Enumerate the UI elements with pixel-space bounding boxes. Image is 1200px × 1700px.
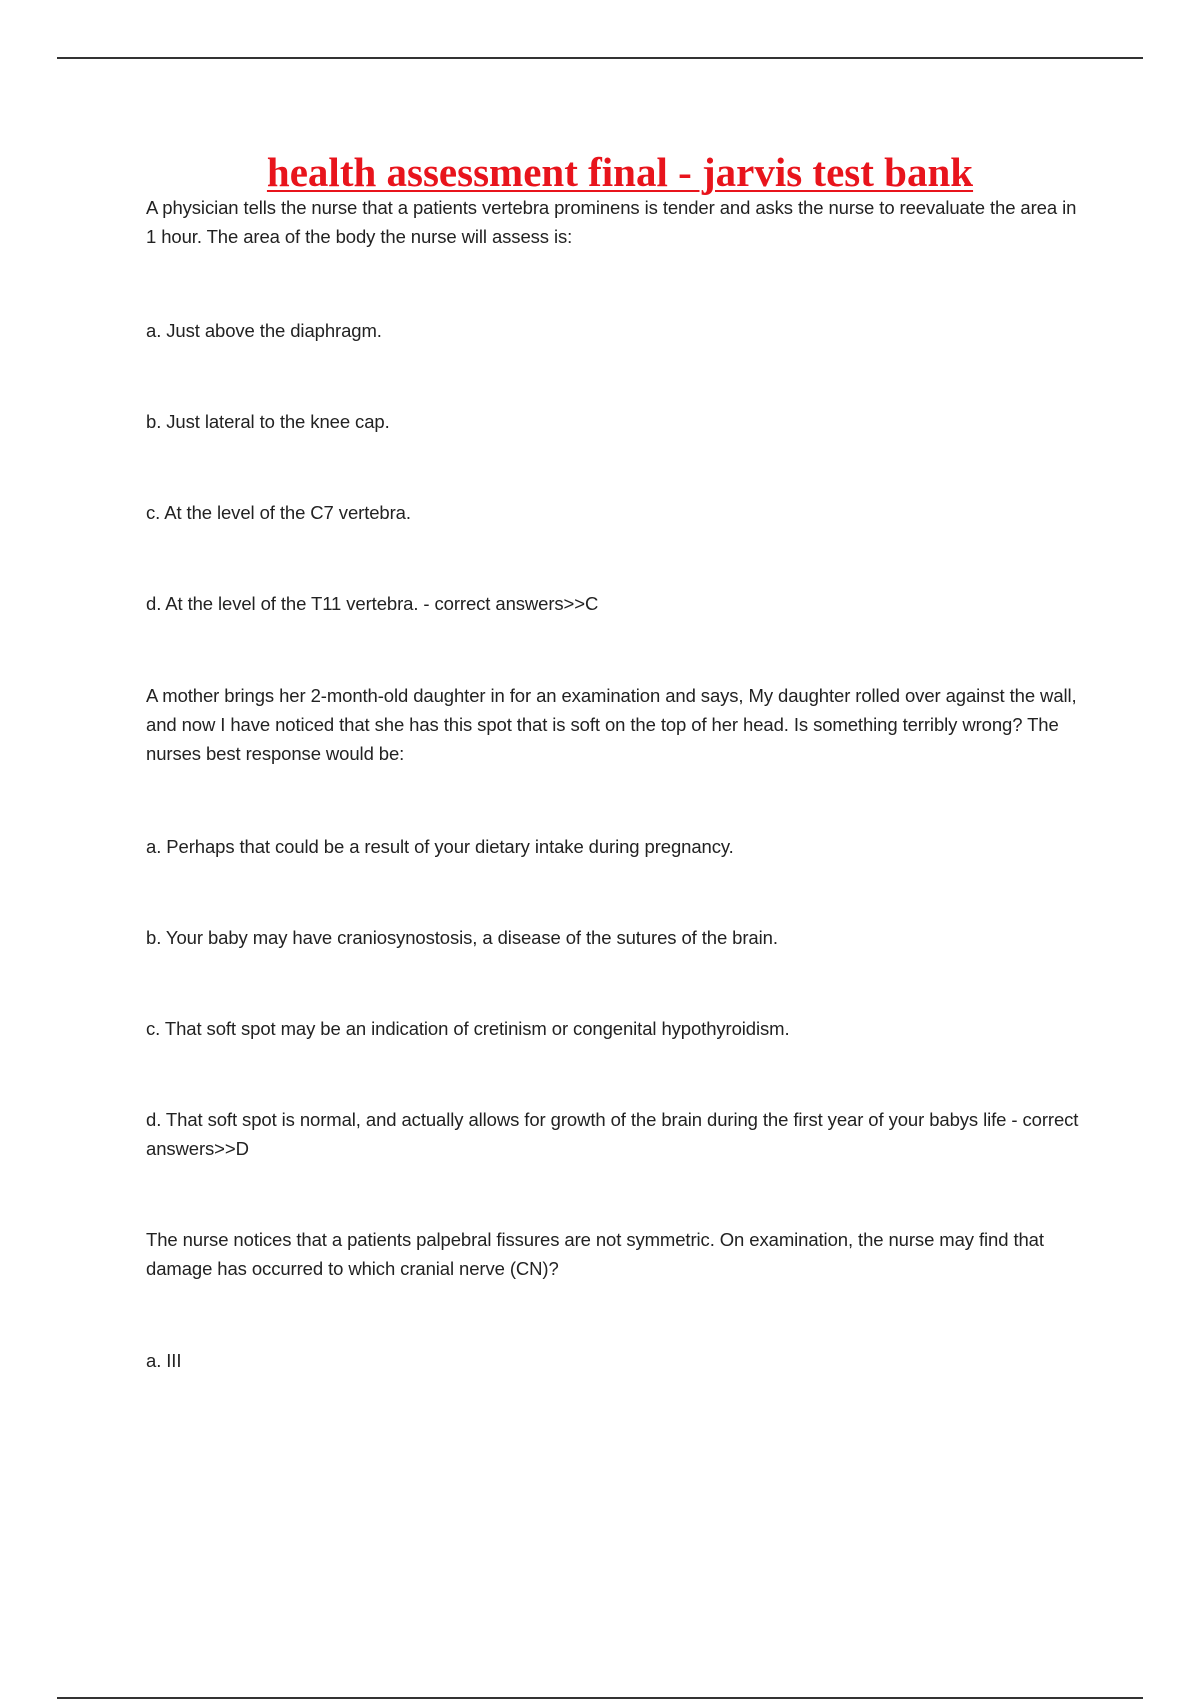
document-title: health assessment final - jarvis test bank	[266, 149, 974, 195]
question-1-stem: A physician tells the nurse that a patients vertebra prominens is tender and asks the nurse to reevaluate the area in 1 hour. The area of the body the nurse will assess is:	[146, 197, 1082, 247]
question-1-option-a: a. Just above the diaphragm.	[146, 320, 382, 341]
question-2-option-b: b. Your baby may have craniosynostosis, a disease of the sutures of the brain.	[146, 927, 778, 948]
question-1-option-c: c. At the level of the C7 vertebra.	[146, 502, 411, 523]
question-1-option-b: b. Just lateral to the knee cap.	[146, 411, 390, 432]
question-1-option-d: d. At the level of the T11 vertebra. - correct answers>>C	[146, 593, 599, 614]
question-3-stem: The nurse notices that a patients palpebral fissures are not symmetric. On examination, the nurse may find that damage has occurred to which cranial nerve (CN)?	[146, 1229, 1049, 1279]
question-2-option-c: c. That soft spot may be an indication of cretinism or congenital hypothyroidism.	[146, 1018, 790, 1039]
bottom-divider	[57, 1697, 1143, 1699]
question-2-stem: A mother brings her 2-month-old daughter in for an examination and says, My daughter rolled over against the wall, and now I have noticed that she has this spot that is soft on the top of her head. Is something terribly wrong? The nurses best response would be:	[146, 685, 1082, 764]
question-2-option-a: a. Perhaps that could be a result of your dietary intake during pregnancy.	[146, 836, 734, 857]
top-divider	[57, 57, 1143, 59]
question-3-option-a: a. III	[146, 1350, 182, 1371]
question-2-option-d: d. That soft spot is normal, and actually allows for growth of the brain during the first year of your babys life - correct answers>>D	[146, 1109, 1084, 1159]
